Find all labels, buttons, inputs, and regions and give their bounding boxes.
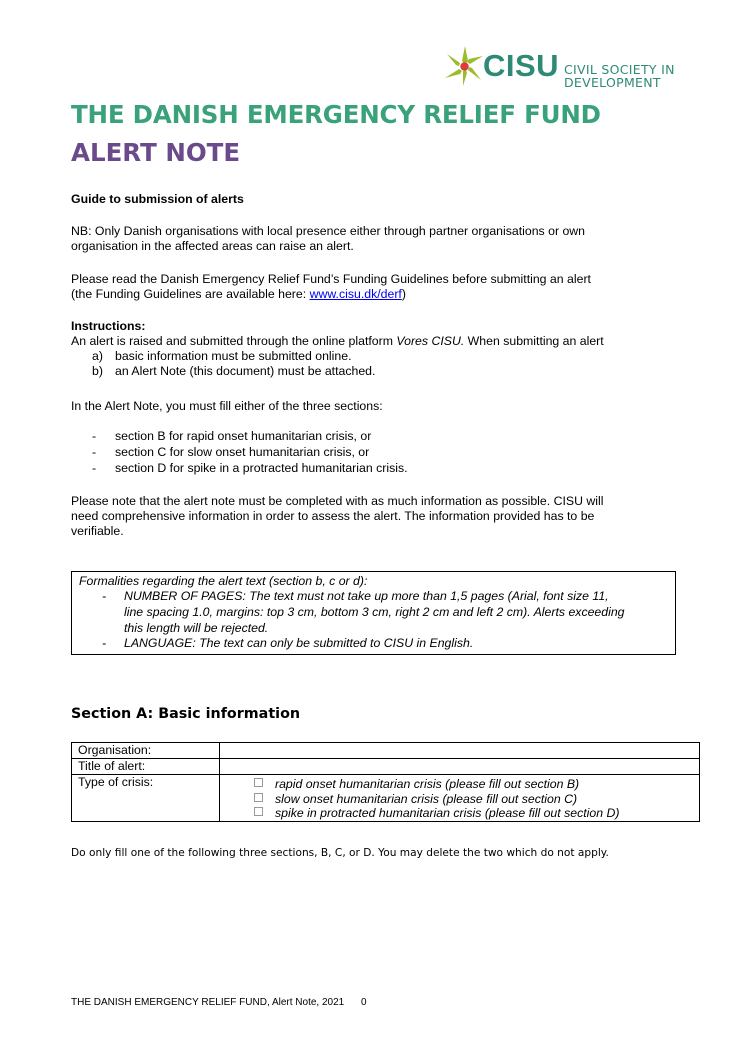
checkbox-icon[interactable] <box>254 793 263 802</box>
list-item-text: section C for slow onset humanitarian crisis, or <box>115 445 370 459</box>
basic-information-table <box>71 742 700 822</box>
cisu-logo <box>443 44 683 92</box>
logo-tagline <box>564 63 675 89</box>
nb-line-1: NB: Only Danish organisations with local presence either through partner organisations or own <box>71 224 586 238</box>
formalities-heading: Formalities regarding the alert text (section b, c or d): <box>79 574 368 588</box>
footer-text: THE DANISH EMERGENCY RELIEF FUND, Alert Note, 2021 <box>71 997 345 1008</box>
organisation-field[interactable] <box>220 743 700 759</box>
checkbox-icon[interactable] <box>254 807 263 816</box>
list-item <box>92 461 408 476</box>
pages-rule-line-3: this length will be rejected. <box>124 621 269 635</box>
read-line-prefix: (the Funding Guidelines are available here: <box>71 287 310 301</box>
funding-guidelines-link[interactable]: www.cisu.dk/derf <box>309 287 402 301</box>
read-guidelines-line-1: Please read the Danish Emergency Relief Fund’s Funding Guidelines before submitting an alert <box>71 272 591 286</box>
title-of-alert-field[interactable] <box>220 759 700 775</box>
logo-wordmark: CISU <box>483 48 560 83</box>
list-item <box>92 364 376 379</box>
read-guidelines-line-2 <box>71 287 406 302</box>
note-line-3: verifiable. <box>71 524 124 538</box>
logo-tagline-line1: CIVIL SOCIETY IN <box>564 62 675 77</box>
instructions-line-1 <box>71 334 604 349</box>
document-subtitle: ALERT NOTE <box>71 138 241 167</box>
list-item-text: basic information must be submitted online. <box>115 349 352 363</box>
dash-marker: - <box>102 589 107 603</box>
nb-line-2: organisation in the affected areas can raise an alert. <box>71 239 354 253</box>
checkbox-icon[interactable] <box>254 778 263 787</box>
page-footer <box>71 997 367 1008</box>
instructions-line-suffix: When submitting an alert <box>464 334 604 348</box>
language-rule: LANGUAGE: The text can only be submitted to CISU in English. <box>124 636 474 650</box>
section-a-heading: Section A: Basic information <box>71 706 301 722</box>
list-item <box>92 445 370 460</box>
list-item-text: section D for spike in a protracted humanitarian crisis. <box>115 461 408 475</box>
title-of-alert-label: Title of alert: <box>72 759 220 775</box>
crisis-option[interactable] <box>226 792 699 807</box>
star-burst-icon <box>443 44 487 88</box>
list-item-text: an Alert Note (this document) must be attached. <box>115 364 376 378</box>
crisis-option[interactable] <box>226 806 699 821</box>
logo-tagline-line2: DEVELOPMENT <box>564 75 661 90</box>
document-title: THE DANISH EMERGENCY RELIEF FUND <box>71 100 601 129</box>
formalities-box <box>71 571 676 655</box>
list-marker: a) <box>92 349 103 363</box>
organisation-label: Organisation: <box>72 743 220 759</box>
type-of-crisis-options <box>220 775 700 822</box>
note-line-1: Please note that the alert note must be completed with as much information as possible. CISU will <box>71 494 604 508</box>
instructions-heading: Instructions: <box>71 319 146 333</box>
table-row <box>72 759 700 775</box>
list-marker: b) <box>92 364 103 378</box>
platform-name: Vores CISU. <box>396 334 465 348</box>
read-line-suffix: ) <box>401 287 406 301</box>
list-item-text: section B for rapid onset humanitarian crisis, or <box>115 429 372 443</box>
page-number: 0 <box>361 997 367 1008</box>
crisis-option-label: rapid onset humanitarian crisis (please fill out section B) <box>275 777 580 791</box>
pages-rule-line-2: line spacing 1.0, margins: top 3 cm, bottom 3 cm, right 2 cm and left 2 cm). Alerts exceeding <box>124 605 625 619</box>
crisis-option[interactable] <box>226 777 699 792</box>
dash-marker: - <box>92 429 97 443</box>
list-item <box>92 349 352 364</box>
dash-marker: - <box>92 461 97 475</box>
table-row <box>72 775 700 822</box>
dash-marker: - <box>102 636 107 650</box>
note-line-2: need comprehensive information in order to assess the alert. The information provided has to be <box>71 509 595 523</box>
table-row <box>72 743 700 759</box>
sections-intro: In the Alert Note, you must fill either of the three sections: <box>71 399 383 413</box>
guide-heading: Guide to submission of alerts <box>71 192 244 206</box>
type-of-crisis-label: Type of crisis: <box>72 775 220 822</box>
list-item <box>92 429 372 444</box>
dash-marker: - <box>92 445 97 459</box>
sections-instruction-note: Do only fill one of the following three sections, B, C, or D. You may delete the two which do not apply. <box>71 847 609 859</box>
crisis-option-label: slow onset humanitarian crisis (please fill out section C) <box>275 791 578 806</box>
crisis-option-label: spike in protracted humanitarian crisis (please fill out section D) <box>275 806 620 820</box>
pages-rule-line-1: NUMBER OF PAGES: The text must not take up more than 1,5 pages (Arial, font size 11, <box>124 589 609 603</box>
instructions-line-prefix: An alert is raised and submitted through the online platform <box>71 334 397 348</box>
